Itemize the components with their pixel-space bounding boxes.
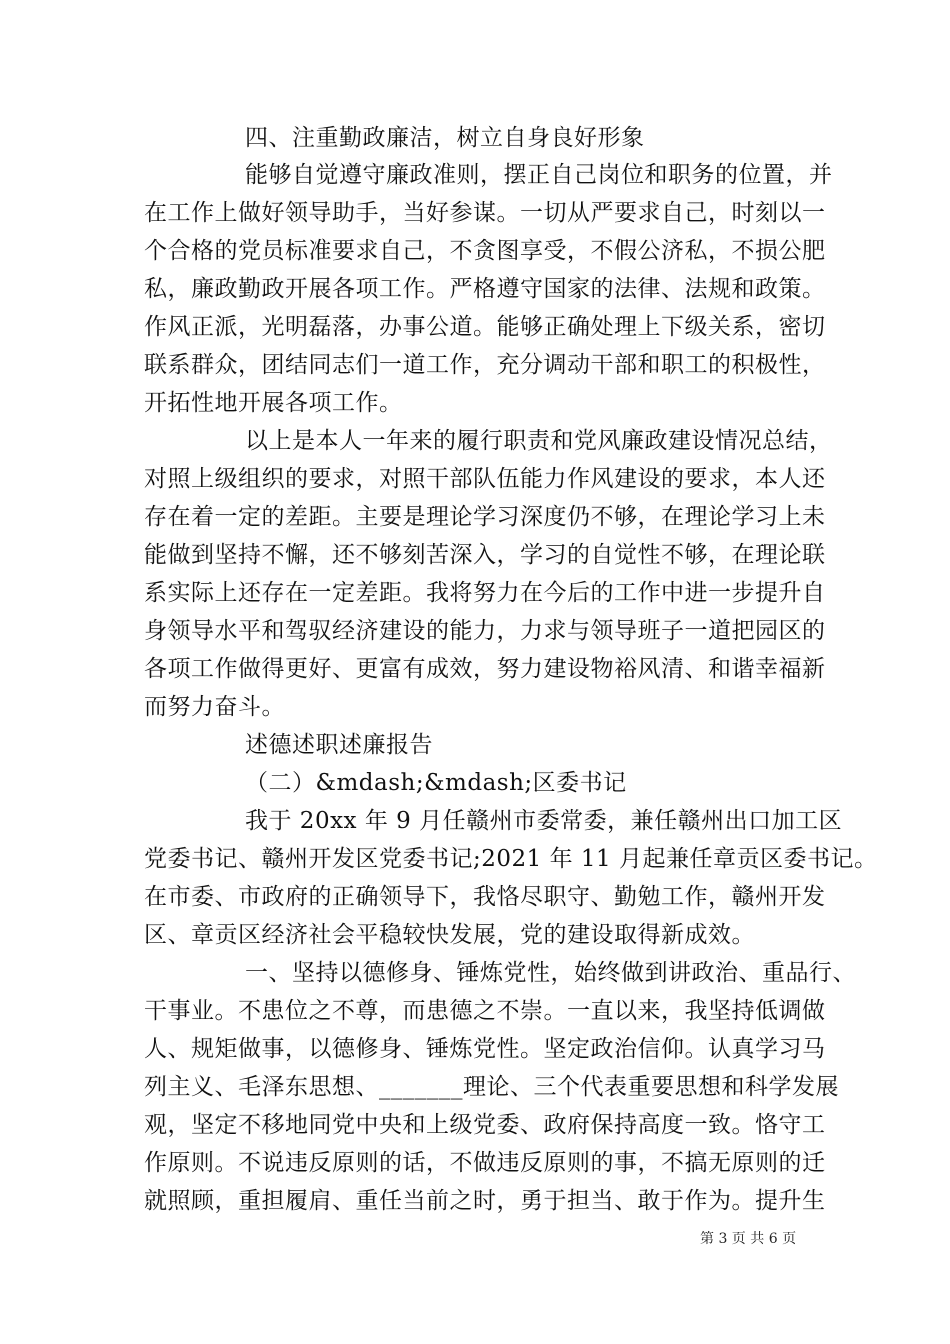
paragraph-line: 区、章贡区经济社会平稳较快发展，党的建设取得新成效。 bbox=[144, 922, 755, 948]
page-number-footer: 第 3 页 共 6 页 bbox=[700, 1231, 797, 1247]
paragraph-line: 能够自觉遵守廉政准则，摆正自己岗位和职务的位置，并 bbox=[245, 162, 833, 188]
paragraph-line: 身领导水平和驾驭经济建设的能力，力求与领导班子一道把园区的 bbox=[144, 618, 826, 644]
paragraph-line: 能做到坚持不懈，还不够刻苦深入，学习的自觉性不够，在理论联 bbox=[144, 542, 826, 568]
paragraph-line: 私，廉政勤政开展各项工作。严格遵守国家的法律、法规和政策。 bbox=[144, 276, 826, 302]
paragraph-line: 对照上级组织的要求，对照干部队伍能力作风建设的要求，本人还 bbox=[144, 466, 826, 492]
paragraph-line: 人、规矩做事，以德修身、锤炼党性。坚定政治信仰。认真学习马 bbox=[144, 1036, 826, 1062]
paragraph-line: 而努力奋斗。 bbox=[144, 694, 285, 720]
paragraph-line: 开拓性地开展各项工作。 bbox=[144, 390, 403, 416]
paragraph-line: 列主义、毛泽东思想、_______理论、三个代表重要思想和科学发展 bbox=[144, 1074, 839, 1100]
paragraph-line: 在市委、市政府的正确领导下，我恪尽职守、勤勉工作，赣州开发 bbox=[144, 884, 826, 910]
report-title: 述德述职述廉报告 bbox=[245, 732, 433, 758]
paragraph-line: 就照顾，重担履肩、重任当前之时，勇于担当、敢于作为。提升生 bbox=[144, 1188, 826, 1214]
section-heading-4: 四、注重勤政廉洁，树立自身良好形象 bbox=[245, 125, 645, 151]
report-subtitle: （二）&mdash;&mdash;区委书记 bbox=[245, 770, 627, 796]
paragraph-line: 系实际上还存在一定差距。我将努力在今后的工作中进一步提升自 bbox=[144, 580, 826, 606]
paragraph-line: 作风正派，光明磊落，办事公道。能够正确处理上下级关系，密切 bbox=[144, 314, 826, 340]
paragraph-line: 党委书记、赣州开发区党委书记;2021 年 11 月起兼任章贡区委书记。 bbox=[144, 846, 878, 872]
paragraph-line: 以上是本人一年来的履行职责和党风廉政建设情况总结， bbox=[245, 428, 833, 454]
paragraph-line: 个合格的党员标准要求自己，不贪图享受，不假公济私，不损公肥 bbox=[144, 238, 826, 264]
paragraph-line: 联系群众，团结同志们一道工作，充分调动干部和职工的积极性， bbox=[144, 352, 826, 378]
paragraph-line: 存在着一定的差距。主要是理论学习深度仍不够，在理论学习上未 bbox=[144, 504, 826, 530]
paragraph-line: 各项工作做得更好、更富有成效，努力建设物裕风清、和谐幸福新 bbox=[144, 656, 826, 682]
paragraph-line: 我于 20xx 年 9 月任赣州市委常委，兼任赣州出口加工区 bbox=[245, 808, 843, 834]
paragraph-line: 在工作上做好领导助手，当好参谋。一切从严要求自己，时刻以一 bbox=[144, 200, 826, 226]
paragraph-line: 干事业。不患位之不尊，而患德之不崇。一直以来，我坚持低调做 bbox=[144, 998, 826, 1024]
paragraph-line: 观，坚定不移地同党中央和上级党委、政府保持高度一致。恪守工 bbox=[144, 1112, 826, 1138]
paragraph-line: 一、坚持以德修身、锤炼党性，始终做到讲政治、重品行、 bbox=[245, 960, 856, 986]
paragraph-line: 作原则。不说违反原则的话，不做违反原则的事，不搞无原则的迁 bbox=[144, 1150, 826, 1176]
